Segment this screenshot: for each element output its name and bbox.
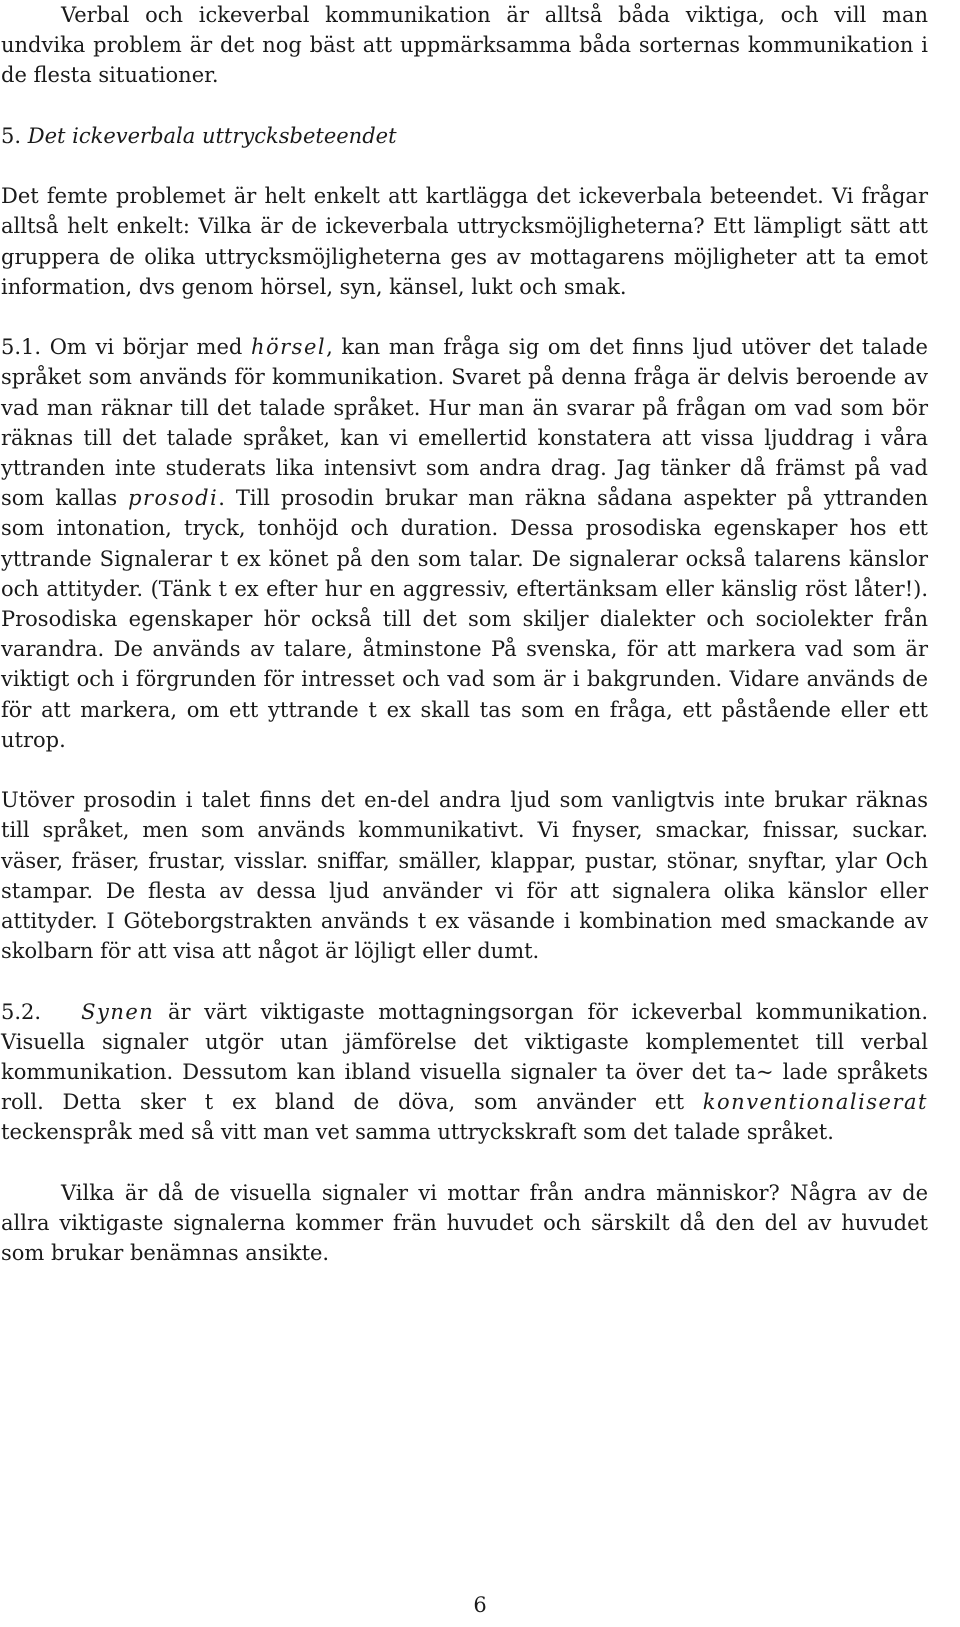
section-heading <box>1 121 928 151</box>
section-number: 5. <box>1 123 22 148</box>
subsection-number: 5.1. <box>1 335 42 360</box>
spacer <box>1 151 928 181</box>
spacer <box>1 91 928 121</box>
section-title: Det ickeverbala uttrycksbeteendet <box>27 123 397 148</box>
paragraph-sight <box>1 997 928 1148</box>
spacer <box>1 1148 928 1178</box>
spacer <box>1 302 928 332</box>
subsection-number: 5.2. <box>1 999 42 1024</box>
text-segment: teckenspråk med så vitt man vet samma uttryckskraft som det talade språket. <box>1 1120 834 1145</box>
intro-paragraph: Verbal och ickeverbal kommunikation är alltså båda viktiga, och vill man undvika problem är det nog bäst att uppmärksamma båda sorternas kommunikation i de flesta situationer. <box>1 3 928 88</box>
text-segment: . Till prosodin brukar man räkna sådana aspekter på yttranden som intonation, tryck, tonhöjd och duration. Dessa prosodiska egenskaper hos ett yttrande Signalerar t ex könet på den som talar. De signalerar också talarens känslor och attityder. (Tänk t ex efter hur en aggressiv, eftertänksam eller känslig röst låter!). Prosodiska egenskaper hör också till det som skiljer dialekter och sociolekter från varandra. De används av talare, åtminstone På svenska, för att markera vad som är viktigt och i förgrunden för intresset och vad som är i bakgrunden. Vidare används de för att markera, om ett yttrande t ex skall tas som en fråga, ett påstående eller ett utrop. <box>1 486 929 752</box>
term-hearing: hörsel <box>250 335 327 360</box>
text-segment: är värt viktigaste mottagningsorgan för ickeverbal kommunikation. Visuella signaler utgör utan jämförelse det viktigaste komplementet till verbal kommunikation. Dessutom kan ibland visuella signaler ta över det ta~ lade språkets roll. Detta sker t ex bland de döva, som använder ett <box>1 999 928 1115</box>
spacer <box>1 755 928 785</box>
term-prosody: prosodi <box>128 486 219 511</box>
paragraph-problem-five: Det femte problemet är helt enkelt att kartlägga det ickeverbala beteendet. Vi frågar alltså helt enkelt: Vilka är de ickeverbala uttrycksmöjligheterna? Ett lämpligt sätt att gruppera de olika uttrycksmöjligheterna ges av mottagarens möjligheter att ta emot information, dvs genom hörsel, syn, känsel, lukt och smak. <box>1 184 928 299</box>
paragraph-visual-signals: Vilka är då de visuella signaler vi mottar från andra människor? Några av de allra viktigaste signalerna kommer frän huvudet och särskilt då den del av huvudet som brukar benämnas ansikte. <box>1 1180 928 1266</box>
text-segment: , kan man fråga sig om det finns ljud utöver det talade språket som används för kommunikation. Svaret på denna fråga är delvis beroende av vad man räknar till det talade språket. Hur man än svarar på frågan om vad som bör räknas till det talade språket, kan vi emellertid konstatera att vissa ljuddrag i våra yttranden inte studerats lika intensivt som andra drag. Jag tänker då främst på vad som kallas <box>1 335 928 511</box>
paragraph-other-sounds: Utöver prosodin i talet finns det en-del andra ljud som vanligtvis inte brukar räknas till språket, men som används kommunikativt. Vi fnyser, smackar, fnissar, suckar. väser, fräser, frustar, visslar. sniffar, smäller, klappar, pustar, stönar, snyftar, ylar Och stampar. De flesta av dessa ljud använder vi för att signalera olika känslor eller attityder. I Göteborgstrakten används t ex väsande i kombination med smackande av skolbarn för att visa att något är löjligt eller dumt. <box>1 788 928 964</box>
text-segment: Om vi börjar med <box>49 335 243 360</box>
term-conventionalized: konventionaliserat <box>702 1090 928 1115</box>
page-number: 6 <box>473 1593 487 1617</box>
term-sight: Synen <box>81 999 155 1024</box>
spacer <box>1 966 928 996</box>
paragraph-hearing <box>1 332 928 755</box>
